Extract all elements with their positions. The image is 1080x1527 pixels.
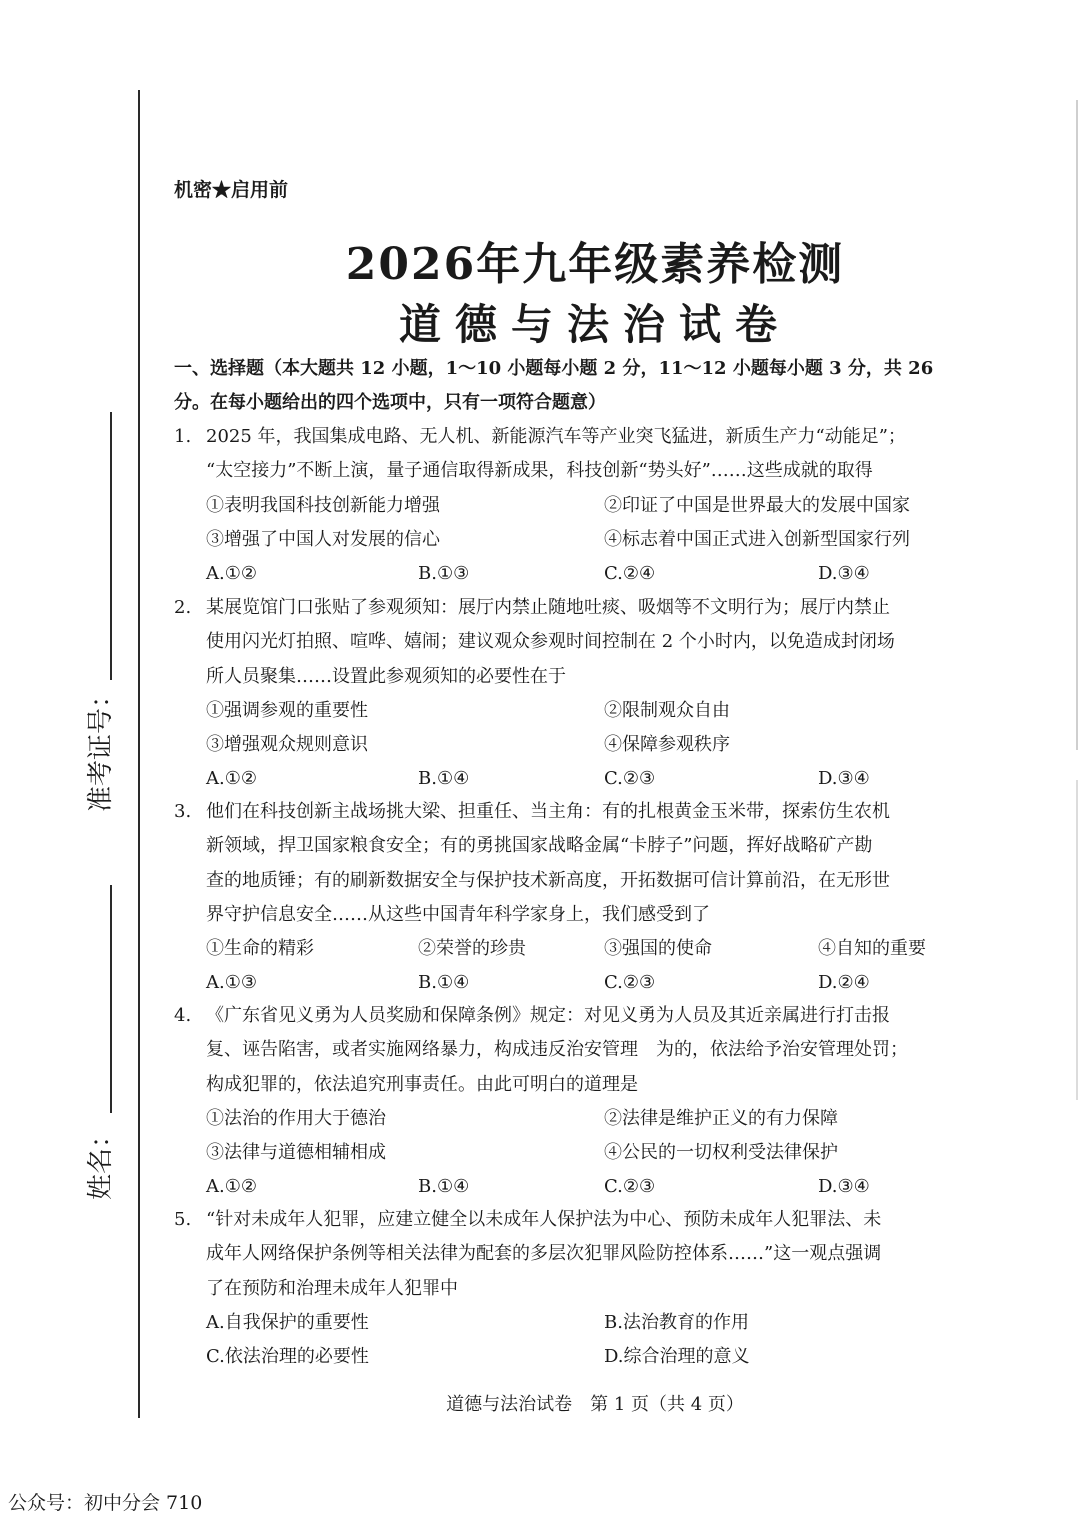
- question-stem-line: 成年人网络保护条例等相关法律为配套的多层次犯罪风险防控体系……”这一观点强调: [206, 1243, 882, 1265]
- choice-c: C.依法治理的必要性: [206, 1346, 369, 1368]
- exam-id-blank-line: [110, 412, 112, 680]
- statement: ①生命的精彩: [206, 938, 314, 960]
- choice-d: D.②④: [818, 972, 870, 994]
- question-stem-line: 新领域，捍卫国家粮食安全；有的勇挑国家战略金属“卡脖子”问题，挥好战略矿产勘: [206, 835, 873, 857]
- choice-c: C.②④: [604, 563, 656, 585]
- question-stem-line: 构成犯罪的，依法追究刑事责任。由此可明白的道理是: [206, 1073, 638, 1095]
- question-stem-line: “太空接力”不断上演，量子通信取得新成果，科技创新“势头好”……这些成就的取得: [206, 460, 873, 482]
- statement: ③法律与道德相辅相成: [206, 1142, 386, 1164]
- statement: ④公民的一切权利受法律保护: [604, 1142, 838, 1164]
- question-stem-line: 界守护信息安全……从这些中国青年科学家身上，我们感受到了: [206, 903, 710, 925]
- choice-b: B.①④: [418, 972, 470, 994]
- choice-a: A.①②: [206, 563, 257, 585]
- question-2: [174, 591, 1034, 797]
- question-stem-line: 了在预防和治理未成年人犯罪中: [206, 1277, 458, 1299]
- question-stem-line: 某展览馆门口张贴了参观须知：展厅内禁止随地吐痰、吸烟等不文明行为；展厅内禁止: [206, 597, 890, 618]
- statement-row: [206, 932, 1034, 966]
- choice-row: [206, 762, 1034, 796]
- choice-c: C.②③: [604, 768, 656, 790]
- choice-b: B.①④: [418, 768, 470, 790]
- statement: ③增强观众规则意识: [206, 734, 368, 756]
- choice-c: C.②③: [604, 972, 656, 994]
- statement: ④自知的重要: [818, 938, 926, 960]
- choice-d: D.③④: [818, 768, 870, 790]
- page-edge: [1076, 780, 1078, 1100]
- statement: ③增强了中国人对发展的信心: [206, 528, 440, 550]
- choice-a: A.①②: [206, 1176, 257, 1198]
- choice-d: D.③④: [818, 1176, 870, 1198]
- choice-b: B.①④: [418, 1176, 470, 1198]
- statement: ②限制观众自由: [604, 699, 730, 721]
- choice-b: B.法治教育的作用: [604, 1311, 749, 1333]
- statement: ④标志着中国正式进入创新型国家行列: [604, 528, 910, 550]
- choice-row: [206, 557, 1034, 591]
- question-stem-line: 查的地质锤；有的刷新数据安全与保护技术新高度，开拓数据可信计算前沿，在无形世: [206, 869, 890, 891]
- statement: ①表明我国科技创新能力增强: [206, 494, 440, 516]
- question-4: [174, 999, 1034, 1205]
- question-number: 1.: [174, 426, 192, 447]
- exam-id-label: 准考证号：: [86, 681, 116, 812]
- question-stem-line: 复、诬告陷害，或者实施网络暴力，构成违反治安管理 为的，依法给予治安管理处罚；: [206, 1039, 908, 1061]
- statement: ④保障参观秩序: [604, 734, 730, 756]
- confidential-label: 机密★启用前: [174, 179, 289, 201]
- question-stem-line: 《广东省见义勇为人员奖励和保障条例》规定：对见义勇为人员及其近亲属进行打击报: [206, 1005, 890, 1026]
- statement: ②印证了中国是世界最大的发展中国家: [604, 494, 910, 516]
- section-line: 分。在每小题给出的四个选项中，只有一项符合题意）: [174, 392, 606, 413]
- statement-row: [206, 523, 1034, 557]
- statement: ②法律是维护正义的有力保障: [604, 1107, 838, 1129]
- question-number: 2.: [174, 597, 192, 618]
- choice-row: [206, 1170, 1034, 1204]
- choice-d: D.③④: [818, 563, 870, 585]
- question-stem-line: 所人员聚集……设置此参观须知的必要性在于: [206, 665, 566, 687]
- statement: ③强国的使命: [604, 938, 712, 960]
- question-stem-line: “针对未成年人犯罪，应建立健全以未成年人保护法为中心、预防未成年人犯罪法、未: [206, 1209, 882, 1230]
- choice-b: B.①③: [418, 563, 470, 585]
- question-stem-line: 使用闪光灯拍照、喧哗、嬉闹；建议观众参观时间控制在 2 个小时内，以免造成封闭场: [206, 631, 895, 653]
- page-footer: 道德与法治试卷 第 1 页（共 4 页）: [446, 1394, 744, 1415]
- question-3: [174, 795, 1034, 1001]
- choice-row: [206, 1340, 1034, 1374]
- section-heading: [174, 352, 1034, 420]
- name-blank-line: [110, 885, 112, 1113]
- statement-row: [206, 1102, 1034, 1136]
- statement: ②荣誉的珍贵: [418, 938, 526, 960]
- statement-row: [206, 1136, 1034, 1170]
- choice-a: A.①②: [206, 768, 257, 790]
- question-number: 5.: [174, 1209, 192, 1230]
- question-1: [174, 420, 1034, 591]
- statement: ①强调参观的重要性: [206, 699, 368, 721]
- question-5: [174, 1203, 1034, 1374]
- page-edge: [1076, 100, 1078, 750]
- subject-title: 道德与法治试卷: [398, 300, 791, 349]
- statement: ①法治的作用大于德治: [206, 1107, 386, 1129]
- choice-row: [206, 1306, 1034, 1340]
- statement-row: [206, 728, 1034, 762]
- choice-a: A.自我保护的重要性: [206, 1311, 369, 1333]
- question-stem-line: 他们在科技创新主战场挑大梁、担重任、当主角：有的扎根黄金玉米带，探索仿生农机: [206, 801, 890, 822]
- choice-d: D.综合治理的意义: [604, 1346, 750, 1368]
- choice-c: C.②③: [604, 1176, 656, 1198]
- question-number: 4.: [174, 1005, 192, 1026]
- choice-row: [206, 966, 1034, 1000]
- statement-row: [206, 694, 1034, 728]
- watermark-text: 公众号：初中分会 710: [8, 1492, 203, 1514]
- question-number: 3.: [174, 801, 192, 822]
- name-label: 姓名：: [86, 1121, 116, 1200]
- section-line: 一、选择题（本大题共 12 小题，1～10 小题每小题 2 分，11～12 小题每小题 3 分，共 26: [174, 358, 934, 379]
- question-stem-line: 2025 年，我国集成电路、无人机、新能源汽车等产业突飞猛进，新质生产力“动能足”；: [206, 426, 906, 447]
- choice-a: A.①③: [206, 972, 257, 994]
- statement-row: [206, 489, 1034, 523]
- exam-title: 2026年九年级素养检测: [345, 239, 845, 290]
